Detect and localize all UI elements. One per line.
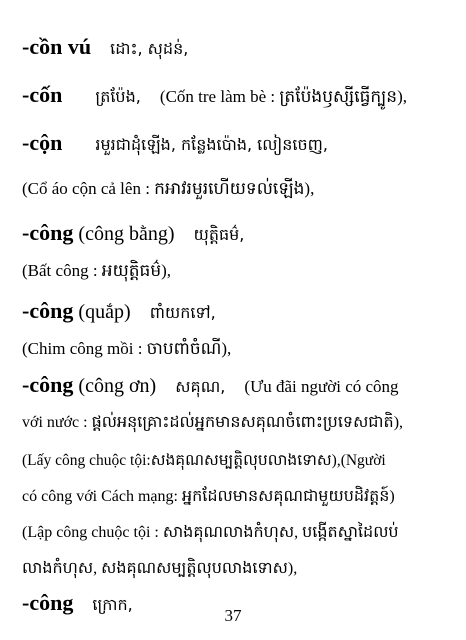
khmer-gloss: យុត្តិធម៌,	[193, 225, 245, 244]
headword: -công	[22, 590, 74, 615]
headword: -công	[22, 220, 74, 245]
example: (Lập công chuộc tội : សាងគុណលាងកំហុស, បង្កើតស្នាដៃលប់	[22, 524, 399, 541]
headword: -công	[22, 372, 74, 397]
khmer-gloss: សគុណ,	[175, 377, 226, 396]
example-line	[22, 340, 231, 357]
entry-con	[22, 84, 407, 106]
page-number: 37	[224, 606, 242, 625]
example-line	[22, 488, 395, 505]
entry-cong-quap	[22, 300, 216, 322]
variant: (quắp)	[78, 301, 131, 323]
example: (Cổ áo cộn cả lên : កអាវរមួរហើយទល់ឡើង),	[22, 179, 315, 198]
khmer-gloss: ក្រោក,	[92, 595, 133, 614]
example: (Chim công mồi : ចាបពាំចំណី),	[22, 339, 232, 358]
example-line	[22, 414, 403, 431]
example: (Cốn tre làm bè : ត្រប៉ែងឫស្សីធ្វើក្បូន),	[159, 87, 407, 106]
khmer-gloss: ដោះ, សុដន់,	[110, 39, 189, 58]
example: (Ưu đãi người có công	[244, 377, 399, 396]
example: có công với Cách mạng: អ្នកដែលមានសគុណជាមួយបដិវត្តន៍)	[22, 488, 395, 505]
example: លាងកំហុស, សងគុណសម្បត្តិលុបលាងទោស),	[22, 560, 298, 577]
entry-con-vu	[22, 36, 188, 58]
example-line	[22, 524, 399, 541]
entry-con-dot	[22, 132, 328, 154]
example: với nước : ផ្តល់អនុគ្រោះដល់អ្នកមានសគុណចំពោះប្រទេសជាតិ),	[22, 414, 404, 431]
variant: (công ơn)	[78, 375, 157, 397]
example-line	[22, 180, 314, 197]
example-line	[22, 560, 297, 577]
headword: -cốn	[22, 82, 63, 107]
variant: (công bằng)	[78, 223, 175, 245]
example-line	[22, 262, 171, 279]
headword: -cộn	[22, 130, 63, 155]
example-line	[22, 452, 386, 469]
example: (Lấy công chuộc tội:សងគុណសម្បត្តិលុបលាងទោស),(Người	[22, 452, 386, 469]
khmer-gloss: ពាំយកទៅ,	[149, 303, 216, 322]
entry-cong-on	[22, 374, 399, 396]
headword: -cồn vú	[22, 34, 92, 59]
entry-cong-bang	[22, 222, 244, 244]
khmer-gloss: រមួរជាដុំឡើង, កន្លែងប៉ោង, លៀនចេញ,	[95, 135, 328, 154]
example: (Bất công : អយុត្តិធម៌),	[22, 261, 172, 280]
headword: -công	[22, 298, 74, 323]
khmer-gloss: ត្រប៉ែង,	[95, 87, 141, 106]
